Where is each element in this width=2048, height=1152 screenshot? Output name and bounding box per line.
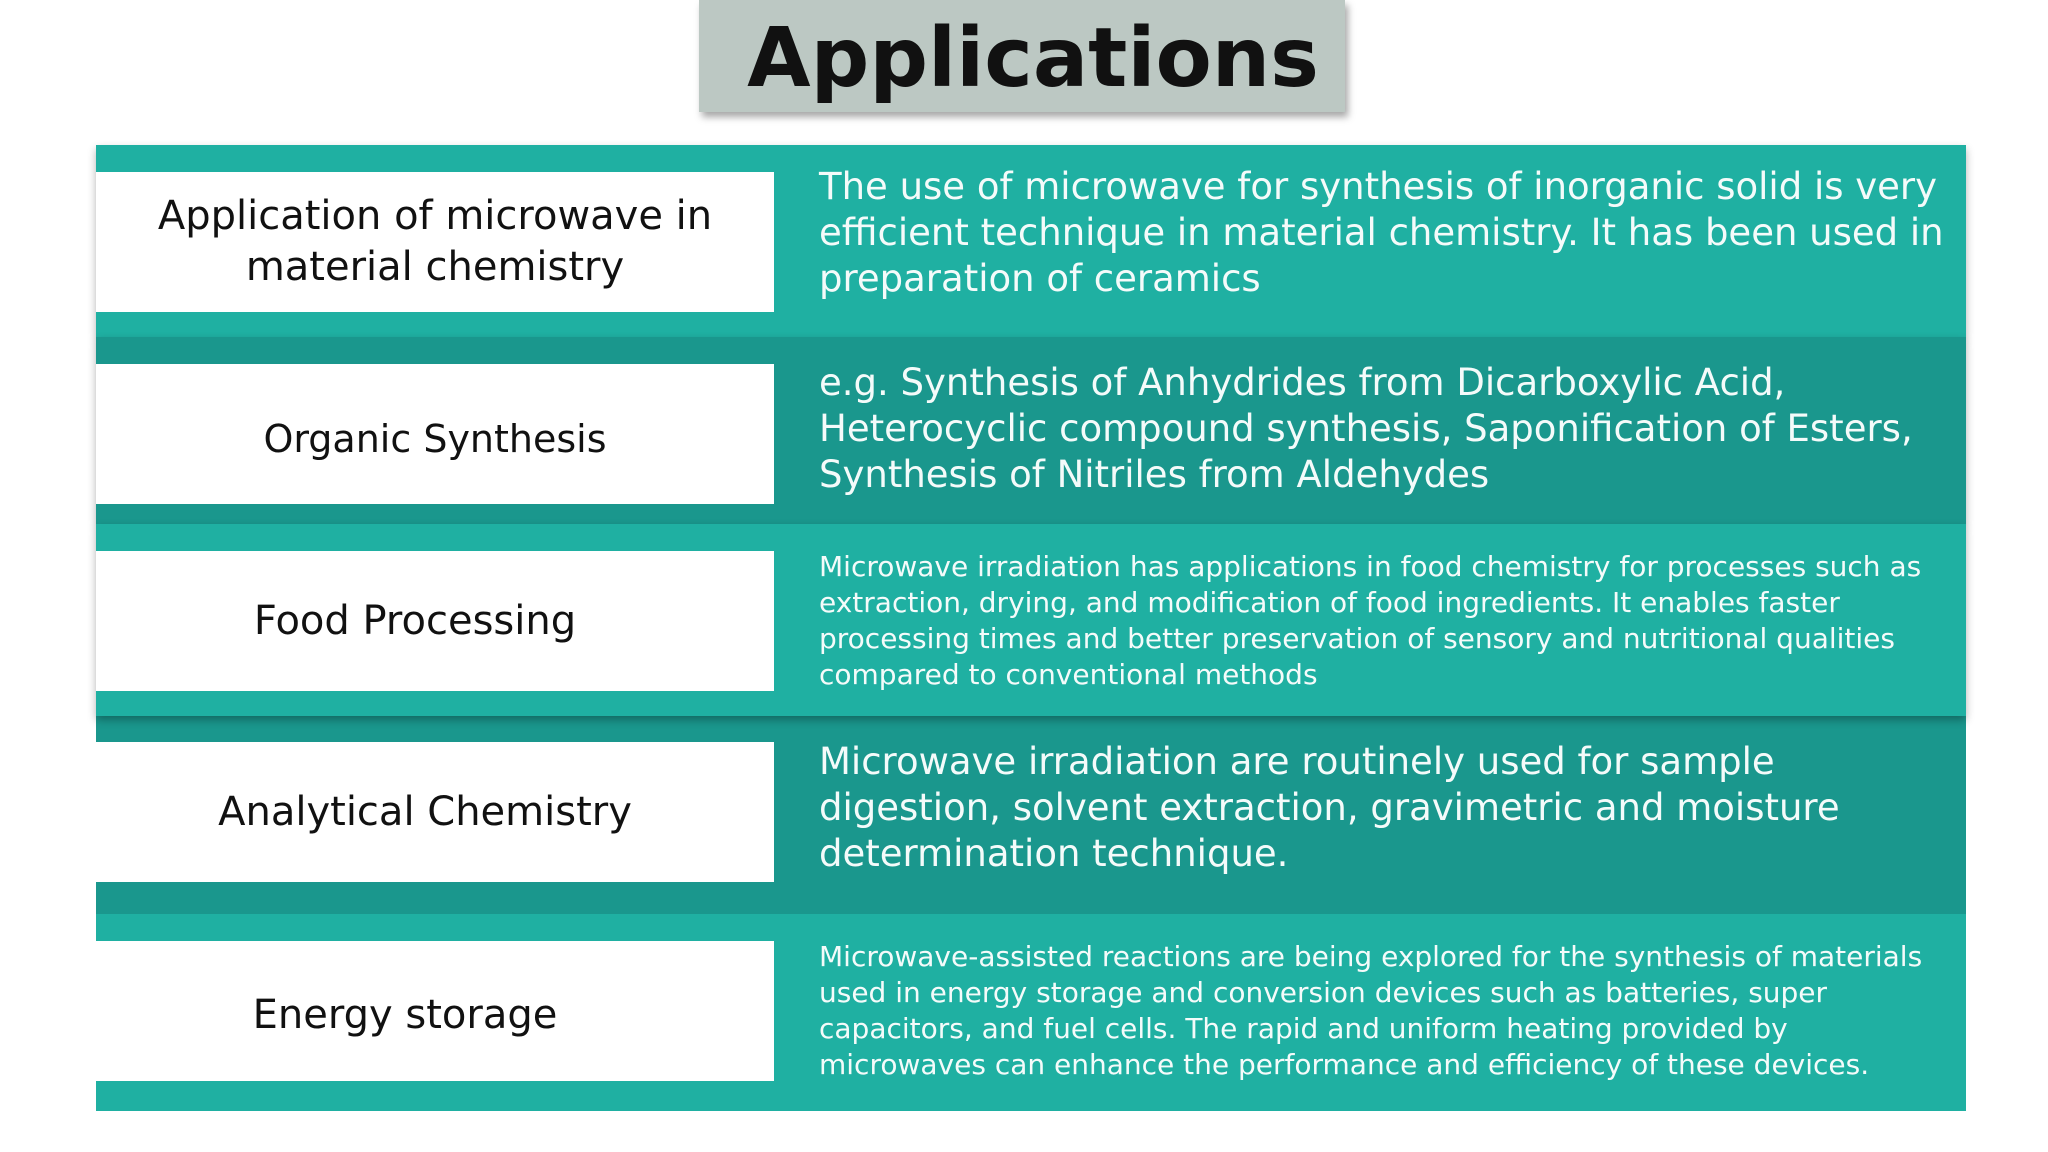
row-label-food-processing <box>96 551 774 691</box>
row-description-material-chemistry: The use of microwave for synthesis of inorganic solid is very efficient technique in material chemistry. It has been used in preparation of ceramics <box>819 165 1944 300</box>
table-row-organic-synthesis <box>96 337 1966 524</box>
row-label-line: material chemistry <box>245 244 625 290</box>
table-row-energy-storage <box>96 914 1966 1111</box>
row-label-organic-synthesis <box>96 364 774 504</box>
row-label-line: Food Processing <box>253 597 577 644</box>
table-row-material-chemistry <box>96 145 1966 337</box>
row-label-line: Energy storage <box>252 991 558 1038</box>
title-banner <box>699 0 1345 112</box>
row-description-analytical-chemistry: Microwave irradiation are routinely used for sample digestion, solvent extraction, gravimetric and moisture determination technique. <box>819 740 1840 875</box>
row-label-energy-storage <box>96 941 774 1081</box>
row-description-organic-synthesis: e.g. Synthesis of Anhydrides from Dicarboxylic Acid, Heterocyclic compound synthesis, Saponification of Esters, Synthesis of Nitriles from Aldehydes <box>819 361 1913 496</box>
row-label-analytical-chemistry <box>96 742 774 882</box>
row-label-material-chemistry <box>96 172 774 312</box>
row-label-line: Organic Synthesis <box>263 417 607 461</box>
row-description-energy-storage: Microwave-assisted reactions are being explored for the synthesis of materials used in energy storage and conversion devices such as batteries, super capacitors, and fuel cells. The rapid and uniform heating provided by microwaves can enhance the performance and efficiency of these devices. <box>819 940 1923 1081</box>
row-description-food-processing: Microwave irradiation has applications in food chemistry for processes such as extraction, drying, and modification of food ingredients. It enables faster processing times and better preservation of sensory and nutritional qualities compared to conventional methods <box>819 550 1922 691</box>
row-label-line: Analytical Chemistry <box>218 788 632 835</box>
table-row-food-processing <box>96 524 1966 716</box>
row-label-line: Application of microwave in <box>157 193 713 239</box>
table-row-analytical-chemistry <box>96 716 1966 914</box>
page-title: Applications <box>747 11 1319 106</box>
